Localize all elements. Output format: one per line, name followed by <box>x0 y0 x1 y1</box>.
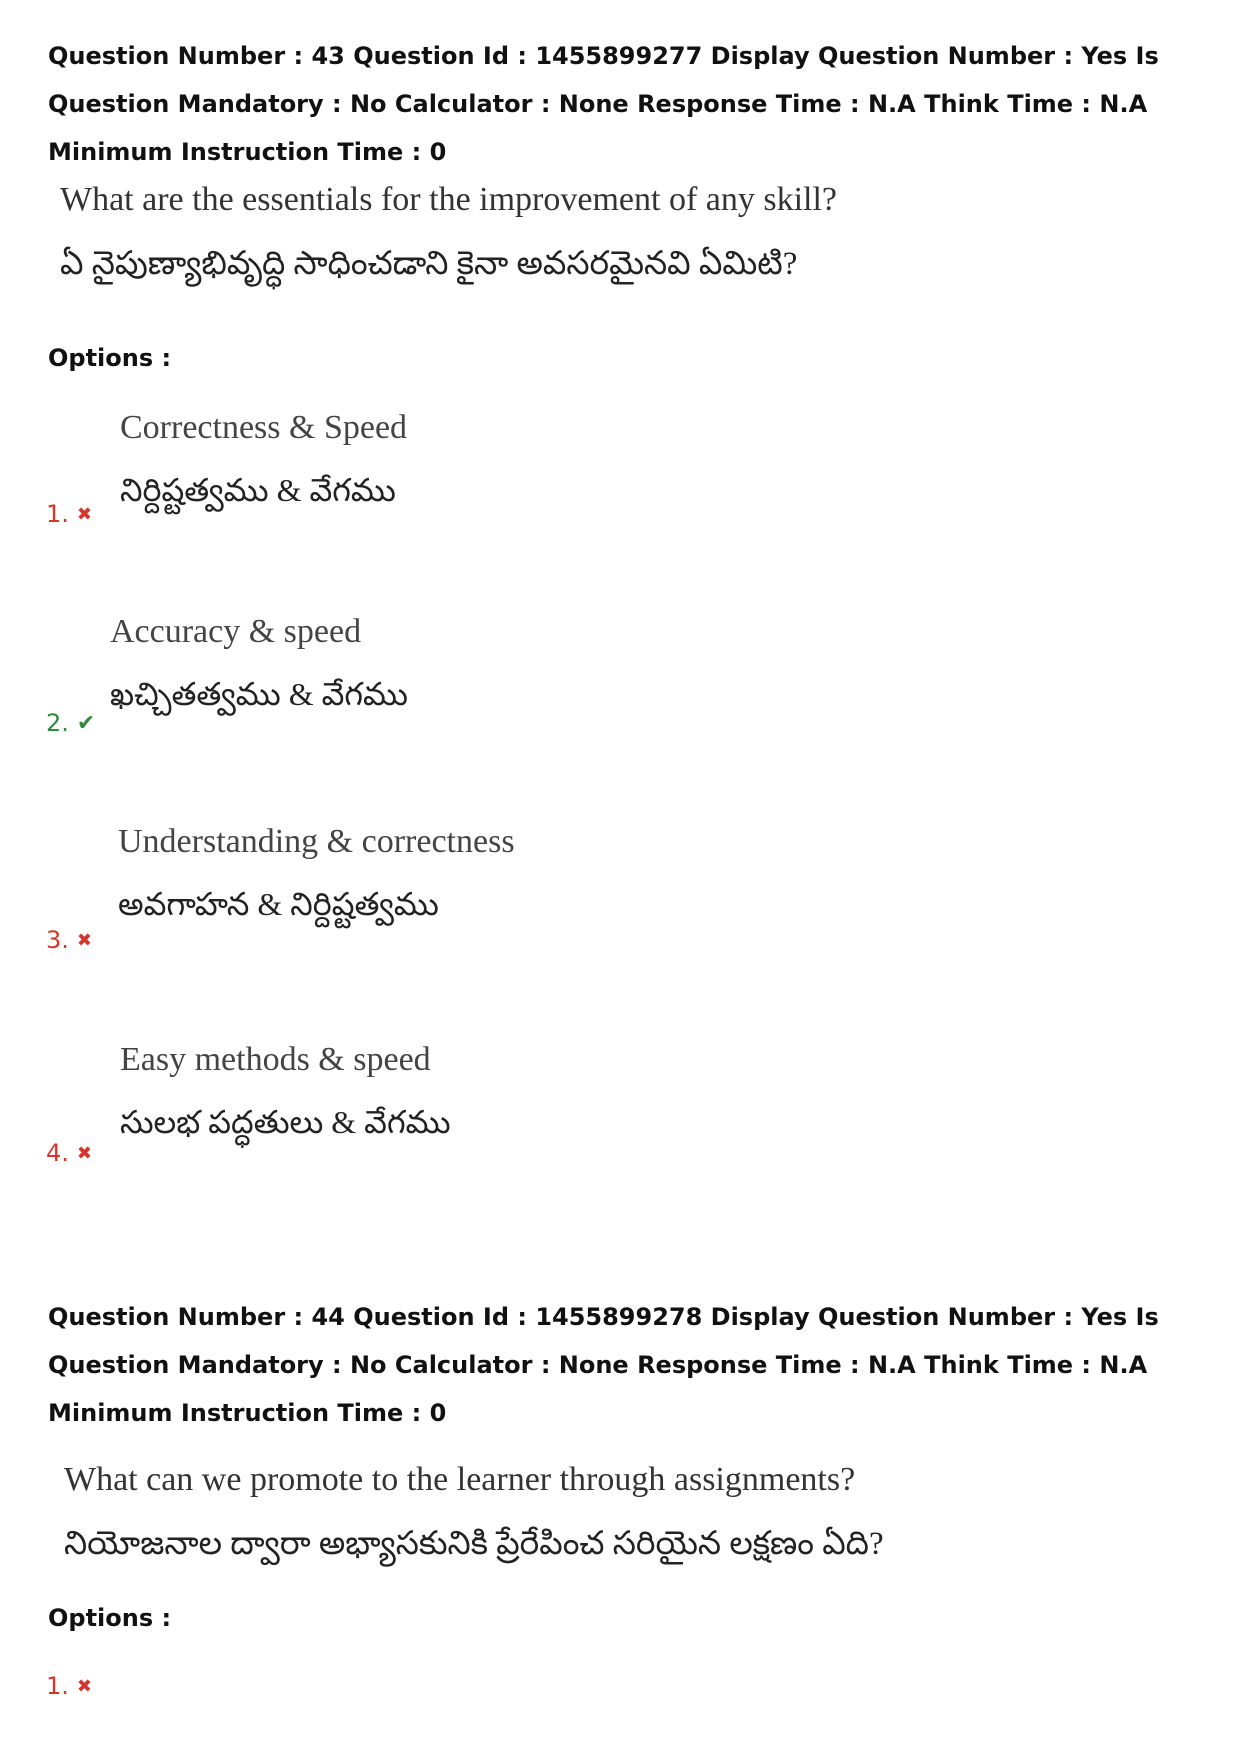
option-43-1-english: Correctness & Speed <box>120 409 408 446</box>
question-44-telugu: నియోజనాల ద్వారా అభ్యాసకునికి ప్రేరేపించ సరియైన లక్షణం ఏది? <box>64 1526 884 1562</box>
option-43-2-english: Accuracy & speed <box>110 613 362 650</box>
cross-icon: ✖ <box>76 929 92 951</box>
option-43-1-telugu: నిర్దిష్టత్వము & వేగము <box>120 472 396 508</box>
option-43-4-english: Easy methods & speed <box>120 1041 431 1078</box>
option-43-1-text <box>120 406 407 512</box>
option-43-2-telugu: ఖచ్చితత్వము & వేగము <box>110 676 408 712</box>
question-43-text <box>60 178 837 286</box>
option-43-4-telugu: సులభ పద్ధతులు & వేగము <box>120 1104 451 1140</box>
cross-icon: ✖ <box>76 503 92 525</box>
cross-icon: ✖ <box>76 1675 92 1697</box>
question-43-english: What are the essentials for the improvement of any skill? <box>60 181 838 218</box>
option-43-3-telugu: అవగాహన & నిర్దిష్టత్వము <box>118 886 439 922</box>
option-43-2-marker <box>46 709 95 737</box>
options-label-43: Options : <box>48 344 172 372</box>
option-43-1-marker <box>46 500 92 528</box>
question-43-telugu: ఏ నైపుణ్యాభివృద్ధి సాధించడాని కైనా అవసరమైనవి ఏమిటి? <box>60 246 798 282</box>
option-43-1-number: 1. <box>46 500 69 528</box>
option-43-3-number: 3. <box>46 926 69 954</box>
option-43-3-english: Understanding & correctness <box>118 823 515 860</box>
option-43-4-number: 4. <box>46 1139 69 1167</box>
option-43-2-number: 2. <box>46 709 69 737</box>
options-label-44: Options : <box>48 1604 172 1632</box>
question-44-english: What can we promote to the learner through assignments? <box>64 1461 856 1498</box>
question-meta-43: Question Number : 43 Question Id : 1455899277 Display Question Number : Yes Is Question Mandatory : No Calculator : None Response Time : N.A Think Time : N.A Minimum Instruction Time : 0 <box>48 42 1159 166</box>
option-44-1-marker <box>46 1672 92 1700</box>
option-43-2-text <box>110 610 408 716</box>
question-44-text <box>64 1458 884 1566</box>
cross-icon: ✖ <box>76 1142 92 1164</box>
option-43-4-marker <box>46 1139 92 1167</box>
check-icon: ✔ <box>76 710 96 736</box>
option-43-3-marker <box>46 926 92 954</box>
option-44-1-number: 1. <box>46 1672 69 1700</box>
option-43-4-text <box>120 1038 451 1144</box>
question-meta-44: Question Number : 44 Question Id : 1455899278 Display Question Number : Yes Is Question Mandatory : No Calculator : None Response Time : N.A Think Time : N.A Minimum Instruction Time : 0 <box>48 1303 1159 1427</box>
option-43-3-text <box>118 820 515 926</box>
